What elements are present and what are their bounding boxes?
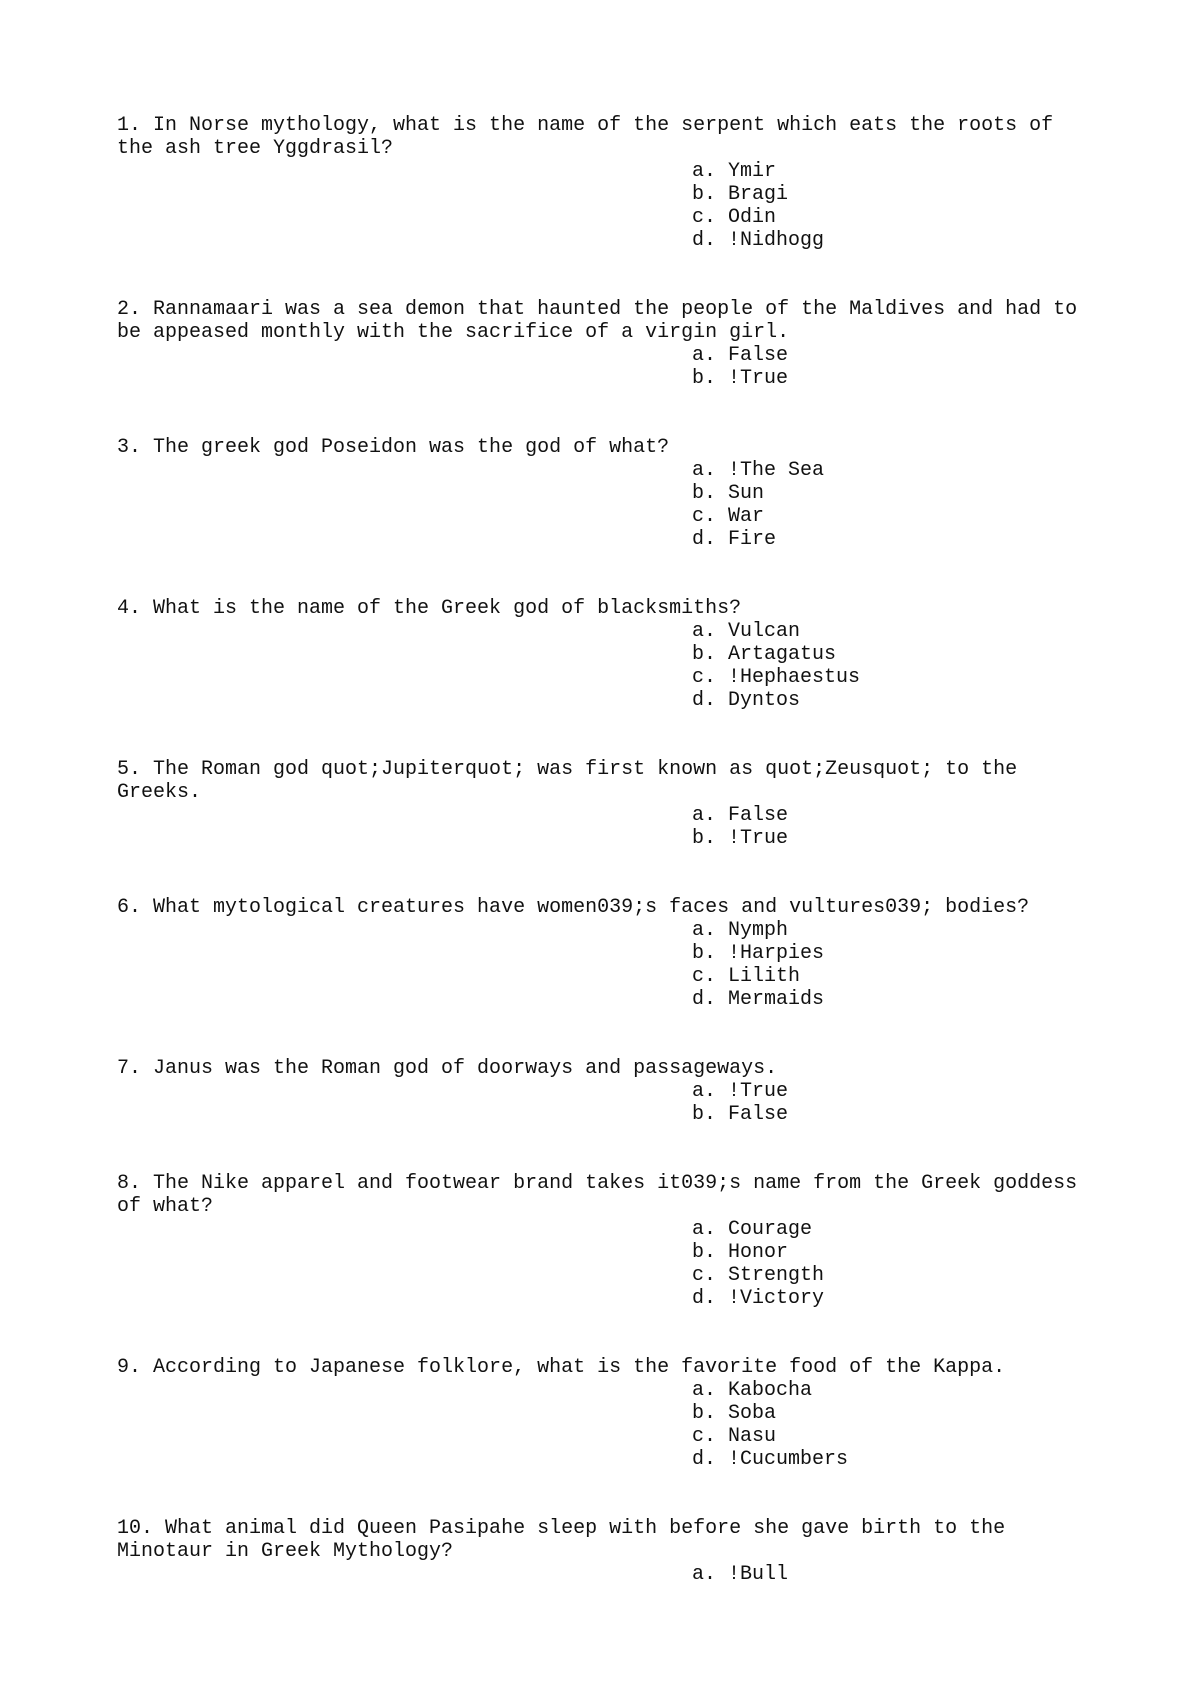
answer-option: b. Soba	[692, 1402, 777, 1425]
answer-option: d. !Victory	[692, 1287, 825, 1310]
question-text: 2. Rannamaari was a sea demon that haunted the people of the Maldives and had to	[117, 298, 1078, 321]
answer-option: b. False	[692, 1103, 789, 1126]
answer-option: b. Sun	[692, 482, 765, 505]
question-block	[117, 896, 1077, 1011]
question-text: 10. What animal did Queen Pasipahe sleep with before she gave birth to the	[117, 1517, 1006, 1540]
answer-option: c. War	[692, 505, 765, 528]
quiz-document	[117, 114, 1077, 1632]
question-text: of what?	[117, 1195, 214, 1218]
question-block	[117, 114, 1077, 252]
question-block	[117, 1517, 1077, 1586]
answer-option: b. Honor	[692, 1241, 789, 1264]
question-block	[117, 597, 1077, 712]
question-block	[117, 1356, 1077, 1471]
question-text: the ash tree Yggdrasil?	[117, 137, 394, 160]
answer-option: d. Fire	[692, 528, 777, 551]
answer-option: a. !True	[692, 1080, 789, 1103]
question-block	[117, 1172, 1077, 1310]
question-text: Greeks.	[117, 781, 202, 804]
question-block	[117, 436, 1077, 551]
answer-option: b. !Harpies	[692, 942, 825, 965]
answer-option: b. Bragi	[692, 183, 789, 206]
answer-option: d. !Cucumbers	[692, 1448, 849, 1471]
answer-option: b. !True	[692, 367, 789, 390]
answer-option: c. Nasu	[692, 1425, 777, 1448]
answer-option: d. !Nidhogg	[692, 229, 825, 252]
answer-option: a. Kabocha	[692, 1379, 813, 1402]
answer-option: a. Nymph	[692, 919, 789, 942]
question-text: 5. The Roman god quot;Jupiterquot; was first known as quot;Zeusquot; to the	[117, 758, 1018, 781]
answer-option: a. Vulcan	[692, 620, 801, 643]
answer-option: a. !The Sea	[692, 459, 825, 482]
question-block	[117, 758, 1077, 850]
question-text: 3. The greek god Poseidon was the god of what?	[117, 436, 670, 459]
question-text: 4. What is the name of the Greek god of blacksmiths?	[117, 597, 742, 620]
answer-option: a. False	[692, 804, 789, 827]
answer-option: a. Ymir	[692, 160, 777, 183]
question-block	[117, 298, 1077, 390]
answer-option: c. Lilith	[692, 965, 801, 988]
question-text: 1. In Norse mythology, what is the name of the serpent which eats the roots of	[117, 114, 1054, 137]
question-text: 7. Janus was the Roman god of doorways and passageways.	[117, 1057, 778, 1080]
answer-option: b. Artagatus	[692, 643, 837, 666]
question-text: Minotaur in Greek Mythology?	[117, 1540, 454, 1563]
answer-option: a. !Bull	[692, 1563, 789, 1586]
answer-option: c. !Hephaestus	[692, 666, 861, 689]
answer-option: d. Mermaids	[692, 988, 825, 1011]
question-text: be appeased monthly with the sacrifice of a virgin girl.	[117, 321, 790, 344]
question-text: 6. What mytological creatures have women039;s faces and vultures039; bodies?	[117, 896, 1030, 919]
question-block	[117, 1057, 1077, 1126]
answer-option: c. Odin	[692, 206, 777, 229]
answer-option: b. !True	[692, 827, 789, 850]
answer-option: a. Courage	[692, 1218, 813, 1241]
answer-option: d. Dyntos	[692, 689, 801, 712]
question-text: 9. According to Japanese folklore, what is the favorite food of the Kappa.	[117, 1356, 1006, 1379]
answer-option: a. False	[692, 344, 789, 367]
answer-option: c. Strength	[692, 1264, 825, 1287]
question-text: 8. The Nike apparel and footwear brand takes it039;s name from the Greek goddess	[117, 1172, 1078, 1195]
